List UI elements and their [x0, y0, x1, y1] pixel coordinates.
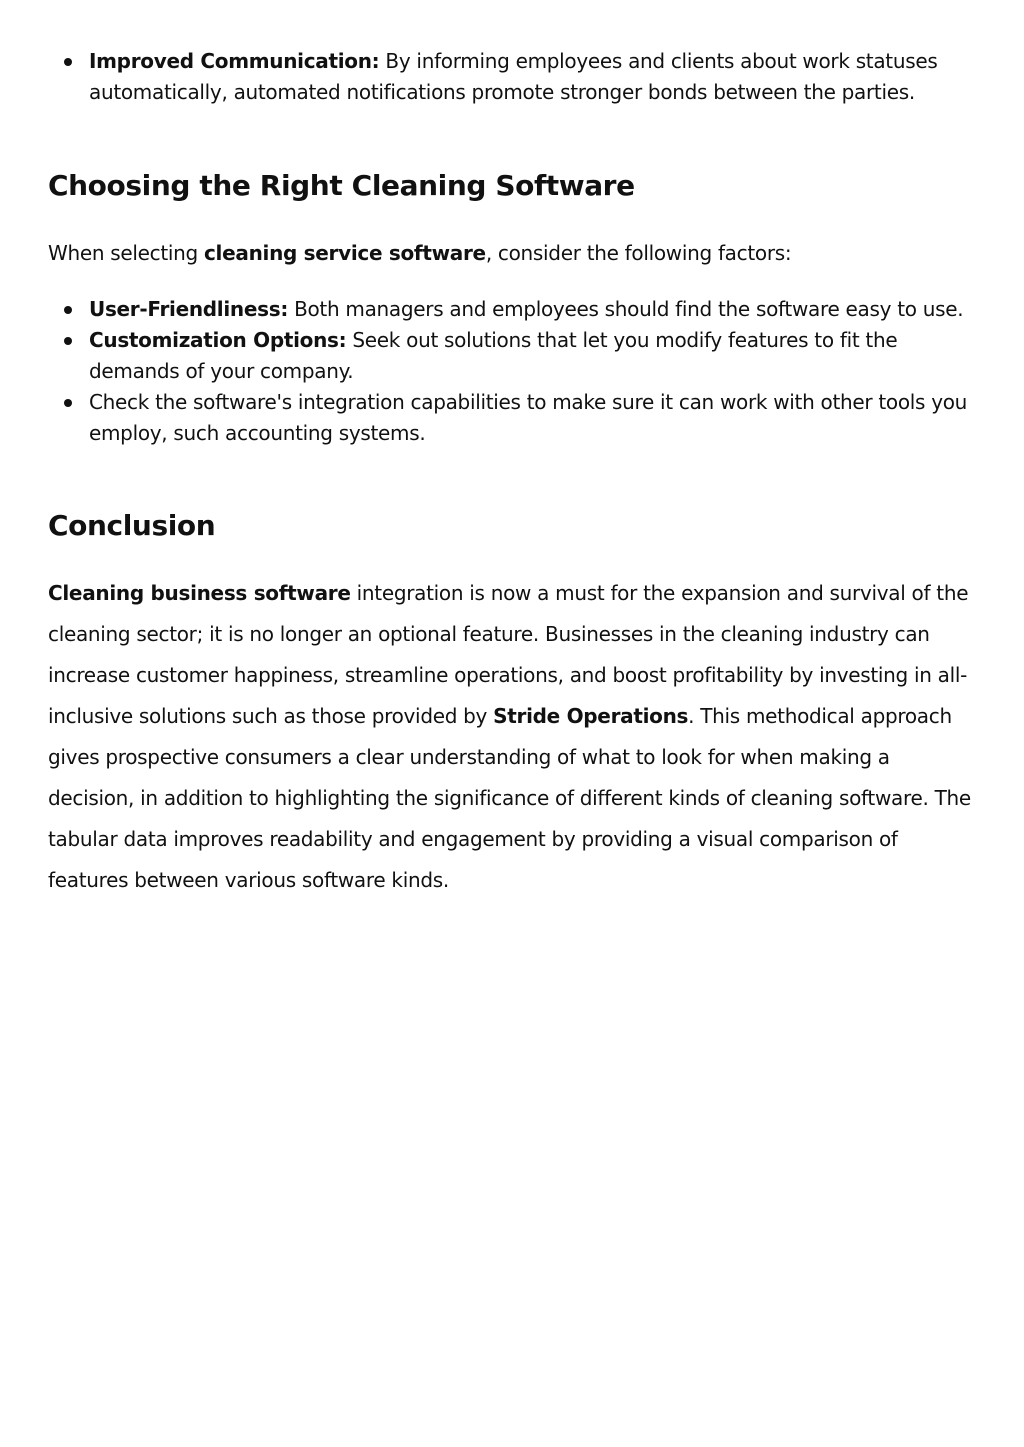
list-item — [48, 387, 978, 449]
section-heading-choosing: Choosing the Right Cleaning Software — [48, 169, 635, 202]
list-item-text: Both managers and employees should find the software easy to use. — [288, 297, 964, 321]
conclusion-paragraph — [48, 573, 978, 901]
intro-text-end: , consider the following factors: — [485, 241, 792, 265]
bullet-icon — [64, 337, 72, 345]
intro-bold-text: cleaning service software — [204, 241, 486, 265]
list-item — [48, 325, 978, 387]
list-item — [48, 46, 978, 108]
conclusion-text-end: . This methodical approach gives prospective consumers a clear understanding of what to look for when making a decision, in addition to highlighting the significance of different kinds of cleaning software. The tabular data improves readability and engagement by providing a visual comparison of features between various software kinds. — [48, 704, 971, 892]
bullet-icon — [64, 399, 72, 407]
company-name: Stride Operations — [493, 704, 689, 728]
choosing-intro-paragraph — [48, 238, 978, 269]
factors-list — [48, 294, 978, 449]
list-item-title: User-Friendliness: — [89, 297, 289, 321]
list-item-title: Improved Communication: — [89, 49, 380, 73]
list-item-text: Check the software's integration capabilities to make sure it can work with other tools you employ, such accounting systems. — [89, 390, 968, 445]
bullet-icon — [64, 58, 72, 66]
list-item-title: Customization Options: — [89, 328, 347, 352]
list-item-text: Seek out solutions that let you modify features to fit the demands of your company. — [89, 328, 898, 383]
bullet-icon — [64, 306, 72, 314]
conclusion-bold-text: Cleaning business software — [48, 581, 351, 605]
conclusion-text: integration is now a must for the expansion and survival of the cleaning sector; it is no longer an optional feature. Businesses in the cleaning industry can increase customer happiness, streamline operations, and boost profitability by investing in all-inclusive solutions such as those provided by — [48, 581, 969, 728]
list-item — [48, 294, 978, 325]
benefits-list — [48, 46, 978, 108]
intro-text: When selecting — [48, 241, 204, 265]
list-item-text: By informing employees and clients about work statuses automatically, automated notifications promote stronger bonds between the parties. — [89, 49, 938, 104]
section-heading-conclusion: Conclusion — [48, 509, 216, 542]
